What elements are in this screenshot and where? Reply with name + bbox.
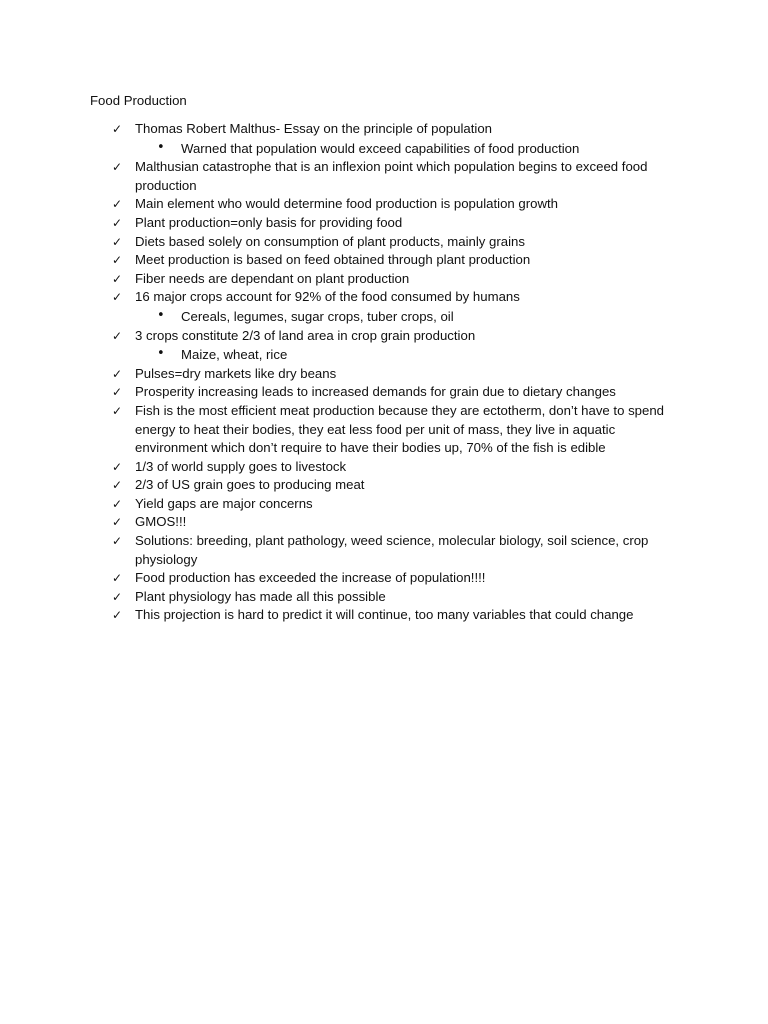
- checkmark-icon: ✓: [112, 478, 123, 493]
- checklist-item-text: This projection is hard to predict it will continue, too many variables that could change: [135, 607, 634, 623]
- checklist-item: [0, 327, 768, 346]
- checkmark-icon: ✓: [112, 385, 123, 400]
- checklist-item-text: Solutions: breeding, plant pathology, weed science, molecular biology, soil science, crop physiology: [135, 533, 649, 567]
- checklist-item: [0, 120, 768, 139]
- checklist-item-text: 1/3 of world supply goes to livestock: [135, 458, 347, 474]
- checklist-item: [0, 251, 768, 270]
- checklist-item: [0, 476, 768, 495]
- checklist-item-text: 16 major crops account for 92% of the food consumed by humans: [135, 289, 520, 305]
- checkmark-icon: ✓: [112, 571, 123, 586]
- bullet-icon: •: [157, 307, 165, 323]
- checklist-item: [0, 513, 768, 532]
- checklist-item-text: Food production has exceeded the increase of population!!!!: [135, 570, 486, 586]
- checklist-item: [0, 569, 768, 588]
- checklist-item: [0, 402, 768, 458]
- checklist-item-text: Prosperity increasing leads to increased demands for grain due to dietary changes: [135, 384, 616, 400]
- checklist: [0, 120, 768, 625]
- checklist-item-text: GMOS!!!: [135, 514, 187, 530]
- checkmark-icon: ✓: [112, 197, 123, 212]
- checkmark-icon: ✓: [112, 215, 123, 230]
- document-title: Food Production: [90, 93, 187, 108]
- checklist-item: [0, 270, 768, 289]
- checkmark-icon: ✓: [112, 515, 123, 530]
- checkmark-icon: ✓: [112, 122, 123, 136]
- checklist-item-text: Plant physiology has made all this possible: [135, 588, 386, 604]
- checklist-item: [0, 158, 768, 195]
- checklist-item: [0, 532, 768, 569]
- checklist-item: [0, 606, 768, 625]
- checklist-item-text: 2/3 of US grain goes to producing meat: [135, 477, 365, 493]
- checklist-item: [0, 365, 768, 384]
- checklist-item-text: Pulses=dry markets like dry beans: [135, 365, 337, 381]
- checklist-item: [0, 495, 768, 514]
- checklist-item-text: Yield gaps are major concerns: [135, 495, 313, 511]
- checklist-item-text: Fiber needs are dependant on plant production: [135, 270, 410, 286]
- checklist-item-text: Thomas Robert Malthus- Essay on the principle of population: [135, 121, 492, 136]
- checklist-item: [0, 288, 768, 307]
- sub-bullet-text: Warned that population would exceed capabilities of food production: [181, 140, 580, 156]
- checkmark-icon: ✓: [112, 234, 123, 249]
- checkmark-icon: ✓: [112, 459, 123, 474]
- sub-bullet-text: Cereals, legumes, sugar crops, tuber crops, oil: [181, 308, 454, 324]
- checkmark-icon: ✓: [112, 290, 123, 305]
- checkmark-icon: ✓: [112, 366, 123, 381]
- checklist-item-text: Plant production=only basis for providing food: [135, 214, 403, 230]
- sub-bullet-item: [0, 308, 768, 327]
- sub-bullet-text: Maize, wheat, rice: [181, 347, 288, 363]
- checklist-item-text: 3 crops constitute 2/3 of land area in crop grain production: [135, 327, 476, 343]
- checkmark-icon: ✓: [112, 403, 123, 418]
- checkmark-icon: ✓: [112, 496, 123, 511]
- checkmark-icon: ✓: [112, 608, 123, 623]
- checkmark-icon: ✓: [112, 253, 123, 268]
- checklist-item: [0, 458, 768, 477]
- checklist-item: [0, 383, 768, 402]
- bullet-icon: •: [157, 139, 165, 155]
- checklist-item-text: Fish is the most efficient meat production because they are ectotherm, don’t have to spend energy to heat their bodies, they eat less food per unit of mass, they live in aquatic environment which don’t require to have their bodies up, 70% of the fish is edible: [135, 402, 665, 456]
- sub-bullet-item: [0, 140, 768, 159]
- checklist-item: [0, 195, 768, 214]
- checklist-item: [0, 214, 768, 233]
- checklist-item-text: Diets based solely on consumption of plant products, mainly grains: [135, 233, 525, 249]
- checklist-item: [0, 233, 768, 252]
- checkmark-icon: ✓: [112, 589, 123, 604]
- sub-bullet-item: [0, 346, 768, 365]
- checkmark-icon: ✓: [112, 328, 123, 343]
- checkmark-icon: ✓: [112, 160, 123, 175]
- checklist-item-text: Meet production is based on feed obtained through plant production: [135, 252, 531, 268]
- bullet-icon: •: [157, 346, 165, 362]
- checklist-item-text: Main element who would determine food production is population growth: [135, 196, 558, 212]
- checkmark-icon: ✓: [112, 271, 123, 286]
- checklist-item: [0, 588, 768, 607]
- checklist-item-text: Malthusian catastrophe that is an inflexion point which population begins to exceed food production: [135, 159, 648, 193]
- checkmark-icon: ✓: [112, 534, 123, 549]
